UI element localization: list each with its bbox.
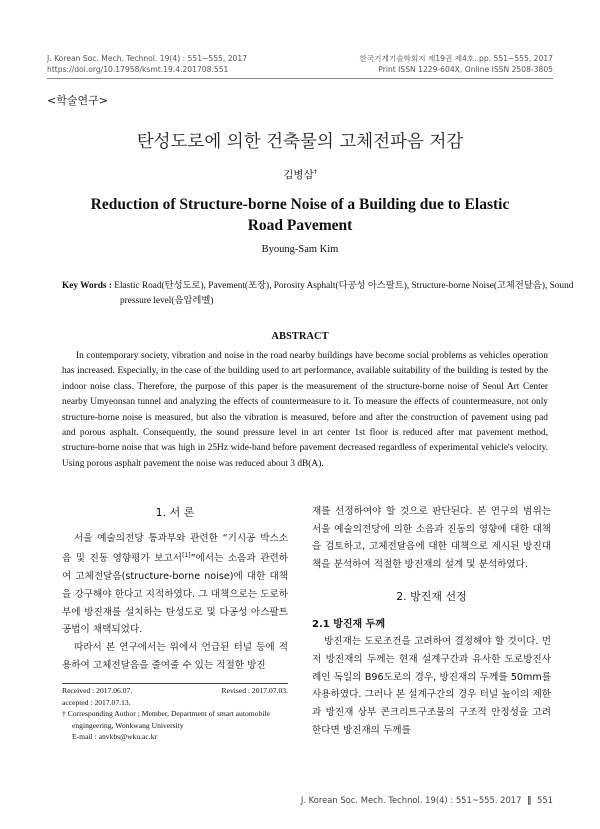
- section-2-title: 2. 방진재 선정: [396, 589, 467, 603]
- received-date: Received : 2017.06.07.: [62, 686, 133, 695]
- journal-citation-korean: 한국기계기술학회지 제19권 제4호. pp. 551~555, 2017: [359, 54, 553, 63]
- journal-citation: J. Korean Soc. Mech. Technol. 19(4) : 551~555, 2017: [47, 54, 248, 63]
- author-korean: [0, 167, 600, 182]
- intro-text-b: ”에서는 소음과 관련하여 고체전달음(structure-borne noise)에 대한 대책을 강구해야 한다고 지적하였다. 그 대책으로는 도로하부에 방진재를 설치하는 탄성도로 및 다공성 아스팔트 공법이 채택되었다.: [62, 553, 288, 636]
- footer-citation: J. Korean Soc. Mech. Technol. 19(4) : 551~555. 2017: [300, 795, 522, 805]
- intro-text-a: 서울 예술의전당 통과부와 관련한 “기시공 박스소음 및 진동 영향평가 보고서: [62, 532, 288, 565]
- page-number: 551: [537, 795, 553, 805]
- article-category: <학술연구>: [47, 94, 108, 107]
- footer-separator: ‖: [527, 795, 532, 805]
- subsection-2-1-title: 2.1 방진재 두께: [312, 618, 385, 630]
- section-1-title: 1. 서 론: [155, 506, 195, 519]
- title-korean: 탄성도로에 의한 건축물의 고체전파음 저감: [136, 132, 464, 152]
- revised-date: Revised : 2017.07.03.: [221, 686, 288, 695]
- dates-row: [62, 685, 288, 697]
- abstract-heading: ABSTRACT: [271, 331, 329, 342]
- keywords-text: Elastic Road(탄성도로), Pavement(포장), Porosity Asphalt(다공성 아스팔트), Structure-borne Noise(고체전달음), Sound pressure level(음압레벨): [114, 281, 574, 306]
- author-email[interactable]: E-mail : anvkbs@wku.ac.kr: [72, 732, 158, 742]
- footnote: [62, 685, 288, 743]
- intro-paragraph-continued: 재를 선정하여야 할 것으로 판단된다. 본 연구의 범위는 서울 예술의전당에 의한 소음과 진동의 영향에 대한 대책을 검토하고, 고체전달음에 대한 대책으로 제시된 방진대책을 분석하여 적절한 방진재의 설계 및 분석하였다.: [312, 506, 551, 571]
- right-column: [312, 503, 551, 739]
- author-name-korean: 김병삼: [283, 169, 314, 181]
- header-divider: [47, 78, 553, 79]
- doi-link[interactable]: https://doi.org/10.17958/ksmt.19.4.201708.551: [47, 65, 229, 74]
- footnote-divider: [62, 683, 288, 684]
- keywords: [62, 279, 600, 309]
- abstract-body: In contemporary society, vibration and noise in the road nearby buildings have become social problems as vehicles operation has increased. Especially, in the case of the building used to art performance, available suitability of the building is tested by the indoor noise class. Therefore, the purpose of this paper is the measurement of the structure-borne noise of Seoul Art Center nearby Umyeonsan tunnel and analyzing the effects of countermeasure to it. To measure the effects of countermeasure, not only structure-borne noise is measured, but also the vibration is measured, before and after the construction of pavement using pad and porous asphalt. Consequently, the sound pressure level in art center 1st floor is reduced after mat pavement method, structure-borne noise that was high in 25Hz wide-band before pavement decreased regardless of experimental vehicle's velocity. Using porous asphalt pavement the noise was reduced about 3 dB(A).: [62, 351, 548, 469]
- page-footer: [301, 795, 553, 805]
- reference-1[interactable]: [1]: [182, 552, 191, 560]
- left-column: [62, 504, 288, 675]
- corresponding-mark: †: [313, 168, 317, 176]
- keywords-label: Key Words :: [62, 281, 112, 291]
- accepted-date: accepted : 2017.07.13.: [62, 697, 131, 707]
- intro-paragraph-2: 따라서 본 연구에서는 위에서 언급된 터널 등에 적용하여 고체전달음을 줄여줄 수 있는 적절한 방진: [62, 642, 288, 671]
- corresponding-author: † Corresponding Author ; Member, Department of smart automobile engingeering, Wonkwang University: [62, 709, 270, 730]
- subsection-2-1-paragraph: 방진재는 도로조건을 고려하여 결정해야 할 것이다. 먼저 방진재의 두께는 현재 설계구간과 유사한 도로방진사례인 독일의 B96도로의 경우, 방진재의 두께를 50mm를 사용하였다. 그러나 본 설계구간의 경우 터널 높이의 제한과 방진재 상부 콘크리트구조물의 구조적 안정성을 고려한다면 방진재의 두께를: [312, 636, 551, 736]
- issn: Print ISSN 1229-604X, Online ISSN 2508-3805: [378, 65, 553, 74]
- author-english: Byoung-Sam Kim: [261, 244, 339, 255]
- intro-paragraph-1: [62, 530, 288, 639]
- title-english: Reduction of Structure-borne Noise of a Building due to Elastic Road Pavement: [90, 196, 510, 234]
